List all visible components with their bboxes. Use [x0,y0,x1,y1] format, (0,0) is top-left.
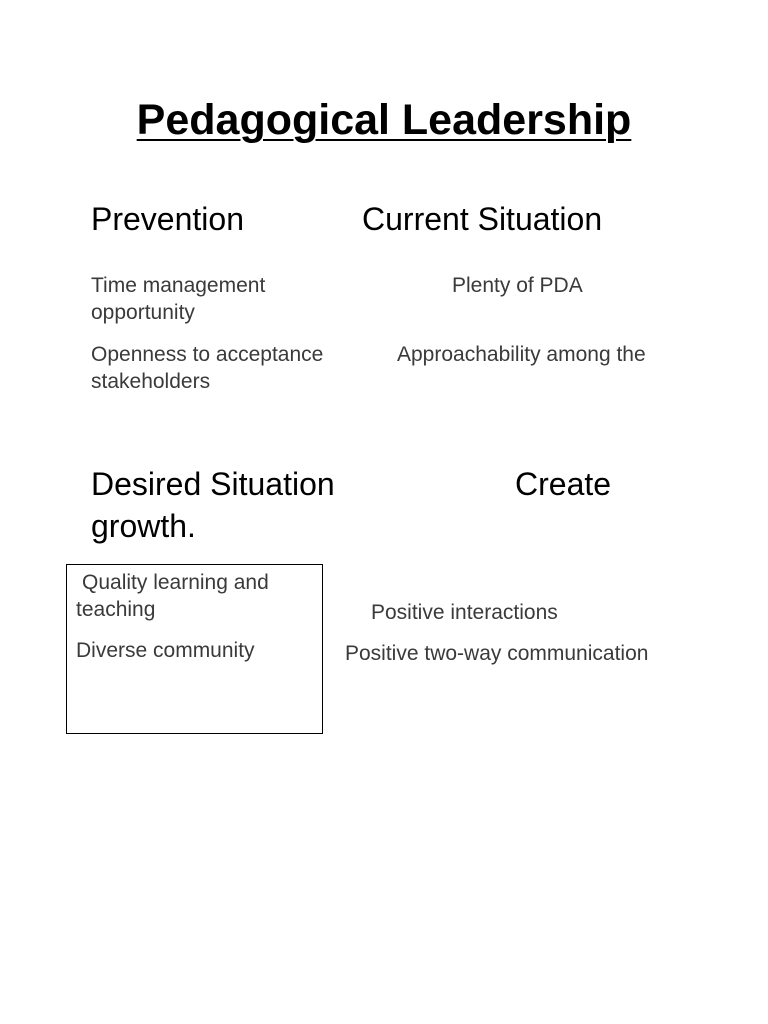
heading-current-situation: Current Situation [362,201,603,237]
current-situation-item: Plenty of PDA [452,274,583,297]
heading-create: Create [515,466,612,502]
desired-situation-item: Diverse community [76,639,255,662]
heading-desired-situation: Desired Situation [91,466,335,502]
desired-situation-item: Quality learning and teaching [76,571,269,621]
page-title: Pedagogical Leadership [136,96,632,144]
heading-growth: growth. [91,508,196,544]
current-situation-item: Approachability among the [397,343,646,366]
prevention-item: Openness to acceptance stakeholders [91,343,324,393]
create-item: Positive interactions [371,601,558,624]
heading-prevention: Prevention [91,201,244,237]
prevention-item: Time management opportunity [91,274,266,324]
create-item: Positive two-way communication [345,642,649,665]
